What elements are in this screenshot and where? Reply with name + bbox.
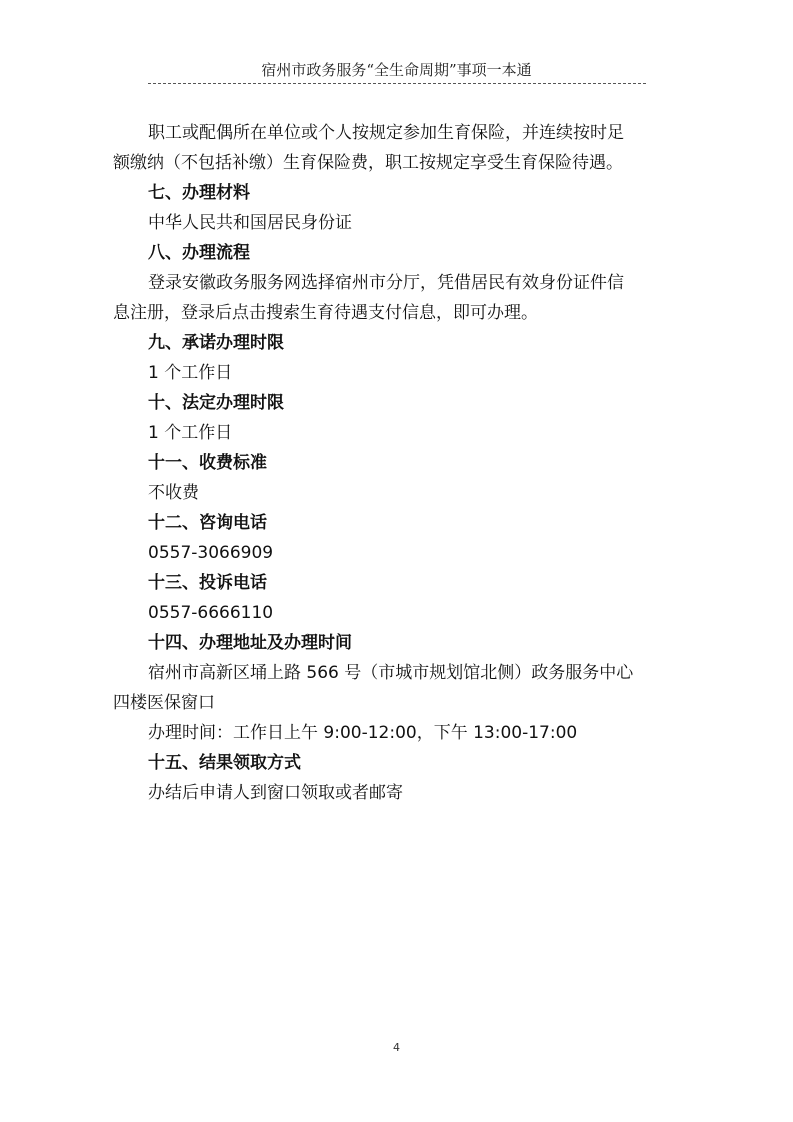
section-text-process-2: 息注册，登录后点击搜索生育待遇支付信息，即可办理。 [113, 303, 538, 323]
section-heading-complaint-phone: 十三、投诉电话 [148, 573, 267, 593]
page-header: 宿州市政务服务“全生命周期”事项一本通 [261, 61, 532, 79]
section-text-legal-time: 1 个工作日 [148, 423, 233, 443]
document-body [113, 118, 693, 808]
section-heading-fees: 十一、收费标准 [148, 453, 267, 473]
section-text-hours: 办理时间：工作日上午 9:00-12:00，下午 13:00-17:00 [148, 723, 578, 743]
section-text-promised-time: 1 个工作日 [148, 363, 233, 383]
intro-line-1: 职工或配偶所在单位或个人按规定参加生育保险，并连续按时足 [148, 123, 624, 143]
page-number: 4 [393, 1041, 400, 1054]
intro-line-2: 额缴纳（不包括补缴）生育保险费，职工按规定享受生育保险待遇。 [113, 153, 623, 173]
section-text-complaint-phone: 0557-6666110 [148, 603, 274, 623]
section-heading-materials: 七、办理材料 [148, 183, 250, 203]
section-text-result-pickup: 办结后申请人到窗口领取或者邮寄 [148, 783, 403, 803]
section-text-consult-phone: 0557-3066909 [148, 543, 274, 563]
section-heading-consult-phone: 十二、咨询电话 [148, 513, 267, 533]
section-heading-promised-time: 九、承诺办理时限 [148, 333, 284, 353]
section-text-fees: 不收费 [148, 483, 199, 503]
section-heading-result-pickup: 十五、结果领取方式 [148, 753, 301, 773]
section-text-address-1: 宿州市高新区埇上路 566 号（市城市规划馆北侧）政务服务中心 [148, 663, 634, 683]
section-text-process-1: 登录安徽政务服务网选择宿州市分厅，凭借居民有效身份证件信 [148, 273, 624, 293]
section-heading-process: 八、办理流程 [148, 243, 250, 263]
section-heading-address-hours: 十四、办理地址及办理时间 [148, 633, 352, 653]
section-text-materials: 中华人民共和国居民身份证 [148, 213, 352, 233]
header-rule [148, 83, 646, 84]
section-text-address-2: 四楼医保窗口 [113, 693, 215, 713]
section-heading-legal-time: 十、法定办理时限 [148, 393, 284, 413]
